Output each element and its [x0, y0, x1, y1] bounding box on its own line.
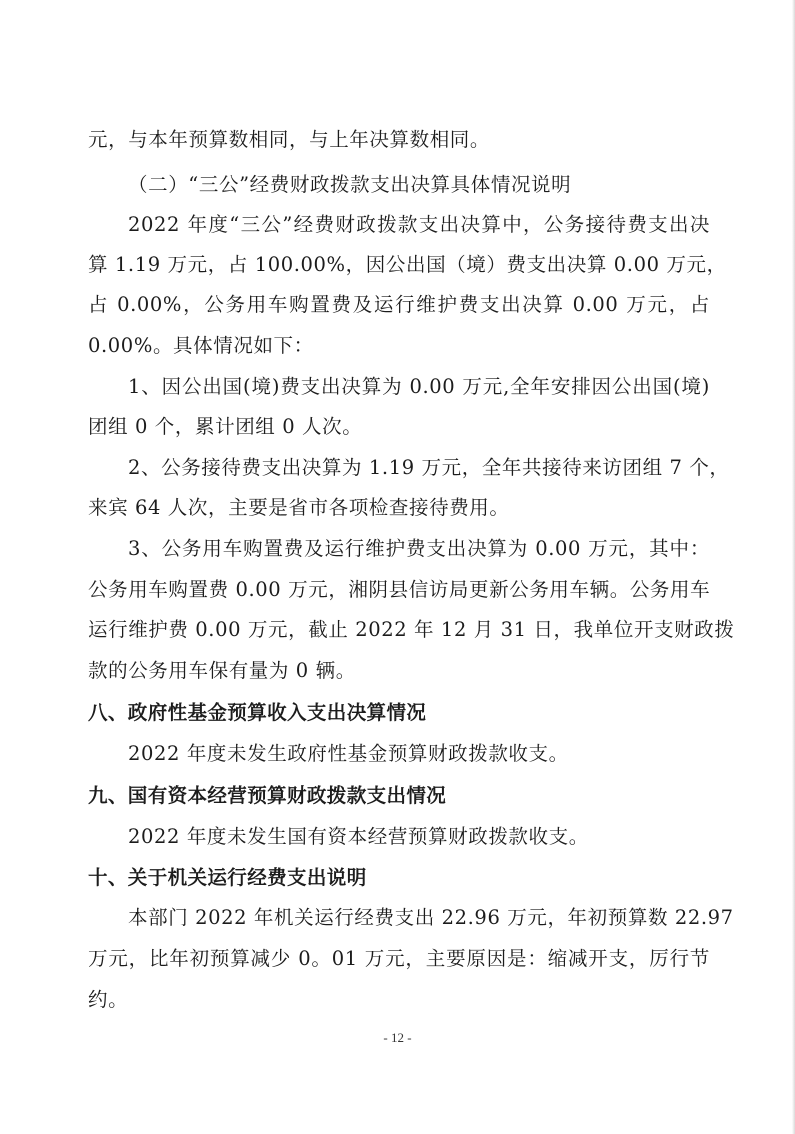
paragraph-line: 款的公务用车保有量为 0 辆。: [88, 659, 356, 682]
section-heading-8: 八、政府性基金预算收入支出决算情况: [88, 701, 427, 724]
paragraph-line: 运行维护费 0.00 万元，截止 2022 年 12 月 31 日，我单位开支财政拨: [88, 618, 735, 641]
paragraph-line: 公务用车购置费 0.00 万元，湘阴县信访局更新公务用车辆。公务用车: [88, 578, 711, 601]
paragraph-line: 3、公务用车购置费及运行维护费支出决算为 0.00 万元，其中：: [128, 537, 710, 560]
paragraph-line: 约。: [88, 988, 129, 1011]
paragraph-line: 2022 年度“三公”经费财政拨款支出决算中，公务接待费支出决: [128, 213, 710, 236]
paragraph-line: 来宾 64 人次，主要是省市各项检查接待费用。: [88, 496, 510, 519]
paragraph-line: 1、因公出国(境)费支出决算为 0.00 万元,全年安排因公出国(境): [128, 375, 710, 398]
paragraph-line: 0.00%。具体情况如下：: [88, 334, 314, 357]
paragraph-line: 2、公务接待费支出决算为 1.19 万元，全年共接待来访团组 7 个，: [128, 456, 730, 479]
paragraph-line: 团组 0 个，累计团组 0 人次。: [88, 415, 363, 438]
subsection-heading: （二）“三公”经费财政拨款支出决算具体情况说明: [128, 173, 572, 196]
section-heading-10: 十、关于机关运行经费支出说明: [88, 866, 367, 889]
page-number: - 12 -: [383, 1030, 412, 1045]
paragraph-line: 2022 年度未发生国有资本经营预算财政拨款收支。: [128, 825, 589, 848]
paragraph-line: 元，与本年预算数相同，与上年决算数相同。: [88, 128, 491, 151]
paragraph-line: 占 0.00%，公务用车购置费及运行维护费支出决算 0.00 万元，占: [88, 293, 710, 316]
paragraph-line: 万元，比年初预算减少 0。01 万元，主要原因是：缩减开支，厉行节: [88, 947, 710, 970]
paragraph-line: 2022 年度未发生政府性基金预算财政拨款收支。: [128, 742, 569, 765]
paragraph-line: 本部门 2022 年机关运行经费支出 22.96 万元，年初预算数 22.97: [128, 906, 734, 929]
paragraph-line: 算 1.19 万元，占 100.00%，因公出国（境）费支出决算 0.00 万元，: [88, 253, 727, 276]
section-heading-9: 九、国有资本经营预算财政拨款支出情况: [88, 784, 447, 807]
